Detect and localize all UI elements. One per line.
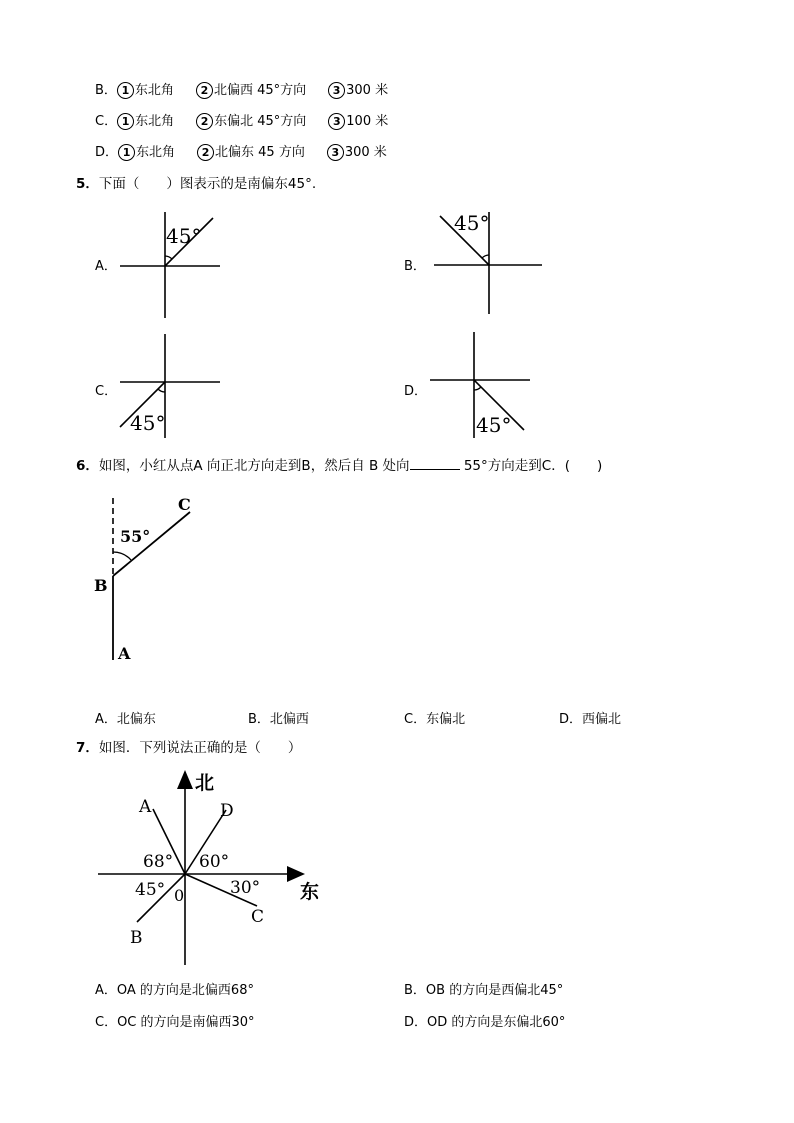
point-b-label: B (130, 928, 143, 948)
circled-one-icon: 1 (118, 144, 135, 161)
angle-c-label: 30° (230, 878, 261, 898)
east-arrow-icon (287, 866, 305, 882)
q5-d-angle-label: 45° (476, 413, 512, 437)
q7-option-b: B．OB 的方向是西偏北45° (404, 983, 564, 998)
q6-option-b: B．北偏西 (248, 712, 309, 727)
q5-c-angle-label: 45° (130, 411, 166, 435)
q5-figure-d (428, 330, 532, 440)
point-b-label: B (94, 576, 108, 595)
q5-figure-b (432, 210, 544, 316)
q5-figure-a (118, 210, 222, 320)
q4-option-b: B． 1 东北角 2 北偏西 45°方向 3 300 米 (95, 83, 389, 98)
circled-three-icon: 3 (328, 113, 345, 130)
q6-option-c: C．东偏北 (404, 712, 466, 727)
origin-label: 0 (174, 886, 185, 905)
point-d-label: D (220, 801, 234, 821)
angle-d-label: 60° (199, 852, 230, 872)
q7-option-a: A．OA 的方向是北偏西68° (95, 983, 254, 998)
circled-three-icon: 3 (328, 82, 345, 99)
circled-one-icon: 1 (117, 113, 134, 130)
point-a-label: A (139, 797, 152, 817)
angle-b-label: 45° (135, 880, 166, 900)
east-label: 东 (300, 881, 320, 903)
point-c-label: C (251, 907, 265, 927)
q5-stem: 5．下面（ ）图表示的是南偏东45°. (76, 176, 317, 192)
q5-b-angle-label: 45° (454, 211, 490, 235)
q6-figure (90, 490, 200, 665)
circled-two-icon: 2 (197, 144, 214, 161)
q5-option-d-label: D． (404, 384, 428, 399)
q5-option-c-label: C． (95, 384, 118, 399)
q7-option-c: C．OC 的方向是南偏西30° (95, 1015, 255, 1030)
q6-option-a: A．北偏东 (95, 712, 156, 727)
circled-two-icon: 2 (196, 82, 213, 99)
angle-a-label: 68° (143, 852, 174, 872)
q6-option-d: D．西偏北 (559, 712, 622, 727)
point-c-label: C (178, 495, 191, 514)
q5-option-a-label: A． (95, 259, 117, 274)
circled-one-icon: 1 (117, 82, 134, 99)
q5-figure-c (118, 332, 222, 440)
q7-figure (95, 765, 330, 970)
north-arrow-icon (177, 770, 193, 789)
q6-angle-label: 55° (120, 527, 151, 546)
q6-stem: 6．如图，小红从点A 向正北方向走到B，然后自 B 处向 55°方向走到C．( ) (76, 458, 603, 474)
north-label: 北 (195, 772, 215, 794)
point-a-label: A (118, 644, 131, 663)
answer-blank (410, 456, 460, 470)
q7-option-d: D．OD 的方向是东偏北60° (404, 1015, 566, 1030)
circled-two-icon: 2 (196, 113, 213, 130)
q4-option-d: D． 1 东北角 2 北偏东 45 方向 3 300 米 (95, 145, 387, 160)
circled-three-icon: 3 (327, 144, 344, 161)
q4-option-c: C． 1 东北角 2 东偏北 45°方向 3 100 米 (95, 114, 389, 129)
q5-option-b-label: B． (404, 259, 426, 274)
q7-stem: 7．如图．下列说法正确的是（ ） (76, 740, 302, 756)
q5-a-angle-label: 45° (166, 224, 202, 248)
